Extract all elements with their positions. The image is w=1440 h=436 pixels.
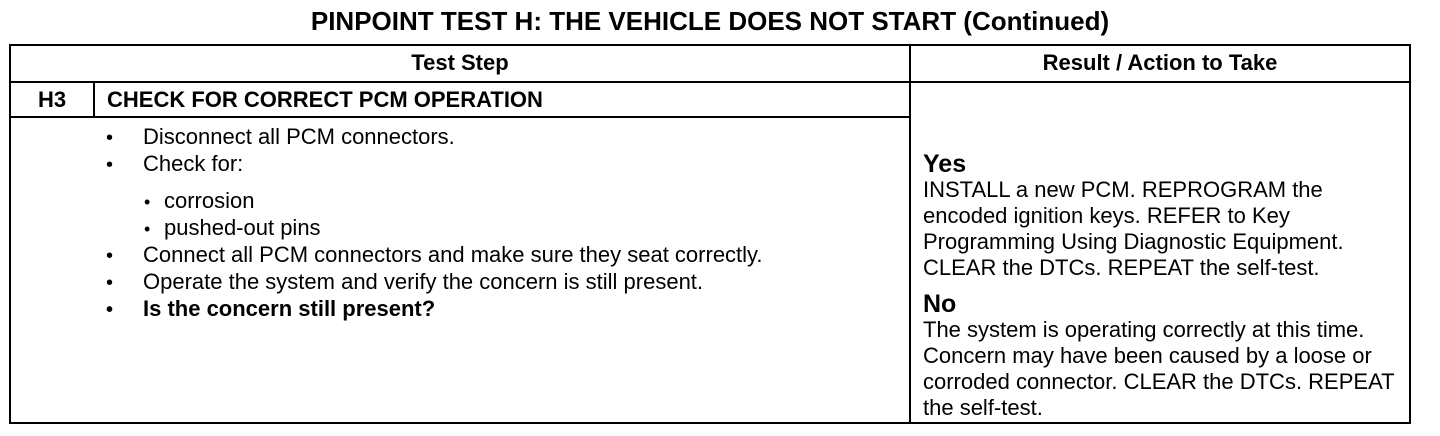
list-item: • Connect all PCM connectors and make sure they seat correctly. (106, 242, 763, 267)
header-test-step: Test Step (411, 50, 509, 75)
test-step-list (106, 124, 763, 323)
column-divider (909, 44, 911, 424)
step-id: H3 (37, 87, 67, 112)
bullet-icon: • (106, 127, 114, 149)
list-item: • pushed-out pins (144, 215, 321, 240)
header-result-action: Result / Action to Take (1042, 50, 1278, 75)
bullet-icon: • (106, 154, 114, 176)
page-title: PINPOINT TEST H: THE VEHICLE DOES NOT START (Continued) (310, 6, 1110, 36)
yes-action-text: INSTALL a new PCM. REPROGRAM the encoded ignition keys. REFER to Key Programming Using Diagnostic Equipment. CLEAR the DTCs. REPEAT the self-test. (923, 177, 1344, 280)
check-for-sublist (106, 188, 763, 242)
bullet-icon: • (144, 192, 151, 212)
no-action-text: The system is operating correctly at this time. Concern may have been caused by a loose or corroded connector. CLEAR the DTCs. REPEAT the self-test. (923, 317, 1395, 420)
no-label: No (923, 290, 957, 318)
step-title: CHECK FOR CORRECT PCM OPERATION (107, 87, 543, 112)
list-item: • Disconnect all PCM connectors. (106, 124, 455, 149)
yes-label: Yes (923, 150, 967, 178)
result-yes (923, 151, 1408, 281)
list-item: • Check for: • corrosion • pushed-out pins (106, 151, 763, 242)
bullet-icon: • (144, 219, 151, 239)
bullet-icon: • (106, 272, 114, 294)
bullet-icon: • (106, 245, 114, 267)
list-item: • Operate the system and verify the concern is still present. (106, 269, 704, 294)
header-divider (9, 81, 1411, 83)
bullet-icon: • (106, 299, 114, 321)
list-item: • corrosion (144, 188, 255, 213)
result-no (923, 291, 1408, 421)
list-item: • Is the concern still present? (106, 296, 436, 321)
step-title-divider (9, 116, 910, 118)
step-id-divider (93, 82, 95, 117)
